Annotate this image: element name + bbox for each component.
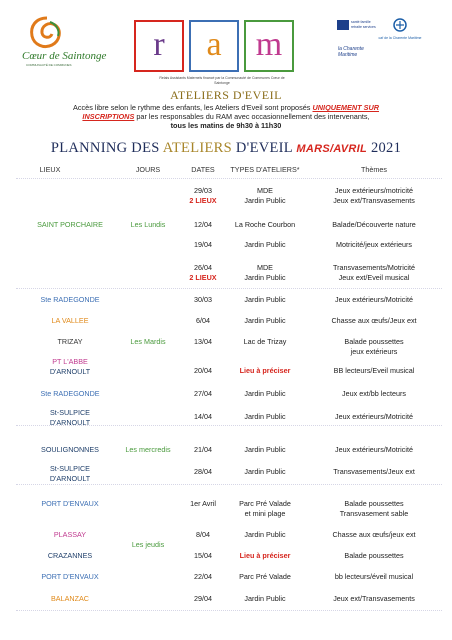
row-separator [16,288,442,289]
row-separator [16,484,442,485]
caf-logo [378,18,422,64]
col-header-lieux: LIEUX [39,165,61,174]
day-lundis: Les Lundis [130,220,166,229]
table-row-place: Ste RADEGONDE [40,295,100,304]
planning-ateliers: ATELIERS [162,140,232,156]
day-mardis: Les Mardis [130,337,166,346]
intro-hours: tous les matins de 9h30 à 11h30 [170,121,282,130]
table-row-type: Jardin Public [244,445,286,454]
table-row-theme: Balade poussettes [344,551,404,560]
logo-left-subtext: COMMUNAUTÉ DE COMMUNES [26,63,72,67]
table-row-place: LA VALLEE [51,316,89,325]
table-row-date: 19/04 [194,240,212,249]
charente-maritime-logo-text: la Charente Maritime [338,46,364,58]
table-row-date: 28/04 [194,467,212,476]
table-row-date: 21/04 [194,445,212,454]
intro-inscriptions: INSCRIPTIONS [82,112,135,121]
ram-caption: Relais Assistants Maternels financé par la Communauté de Communes Cœur de Saintonge [159,76,285,85]
table-row-place: CRAZANNES [47,551,93,560]
table-row-date: 20/04 [194,366,212,375]
intro-line1: Accès libre selon le rythme des enfants, les Ateliers d'Eveil sont proposés [73,103,313,112]
table-row-type: Lieu à préciser [239,366,291,375]
col-header-dates: DATES [191,165,215,174]
table-row-theme: Chasse aux œufs/Jeux ext [331,316,417,325]
swirl-logo-icon [28,16,66,50]
intro-line2: par les responsables du RAM avec occasionnellement des intervenants, [134,112,370,121]
day-jeudis: Les jeudis [131,540,165,549]
col-header-themes: Thèmes [361,165,387,174]
table-row-date: 26/04 2 LIEUX [189,263,217,282]
table-row-type: Parc Pré Valade et mini plage [239,499,291,518]
ram-letter-a: a [189,20,239,72]
caf-logo-text: caf de la Charente Maritime [378,36,422,40]
table-row-place: Ste RADEGONDE [40,389,100,398]
table-row-date: 29/04 [194,594,212,603]
coeur-de-saintonge-logo [22,16,110,68]
table-row-type: Jardin Public [244,530,286,539]
row-separator [16,610,442,611]
table-row-place: PORT D'ENVAUX [41,572,99,581]
msa-logo-text: santé famille retraite services [351,20,376,29]
table-row-theme: Motricité/jeux extérieurs [336,240,412,249]
table-row-theme: BB lecteurs/Eveil musical [333,366,415,375]
table-row-type: Jardin Public [244,467,286,476]
table-row-type: Jardin Public [244,240,286,249]
table-row-type: Jardin Public [244,412,286,421]
table-row-place: St-SULPICE D'ARNOULT [49,464,91,483]
table-row-theme: Jeux extérieurs/Motricité [335,412,413,421]
table-row-theme: Jeux extérieurs/motricité Jeux ext/Transvasements [333,186,415,205]
table-row-place: SAINT PORCHAIRE [37,220,103,229]
table-row-date: 29/03 2 LIEUX [189,186,217,205]
table-row-place: PORT D'ENVAUX [41,499,99,508]
planning-heading [0,140,452,157]
table-row-place: TRIZAY [57,337,83,346]
table-row-theme: Jeux ext/Transvasements [333,594,415,603]
table-row-theme: bb lecteurs/éveil musical [334,572,414,581]
col-header-types: TYPES D'ATELIERS* [230,165,300,174]
table-row-theme: Balade/Découverte nature [332,220,416,229]
table-row-date: 13/04 [194,337,212,346]
table-row-date: 6/04 [196,316,210,325]
table-row-type: MDE Jardin Public [244,186,286,205]
table-row-type: Jardin Public [244,389,286,398]
planning-word: PLANNING DES [50,140,163,156]
table-row-place: St-SULPICE D'ARNOULT [49,408,91,427]
day-mercredis: Les mercredis [125,445,171,454]
ram-letter-m: m [244,20,294,72]
row-separator [16,178,442,179]
col-header-jours: JOURS [135,165,161,174]
table-row-place: PT L'ABBE D'ARNOULT [49,357,91,376]
table-row-theme: Transvasements/Jeux ext [333,467,415,476]
ateliers-title: ATELIERS D'EVEIL [170,88,282,102]
table-row-date: 15/04 [194,551,212,560]
table-row-type: Jardin Public [244,594,286,603]
table-row-theme: Jeux extérieurs/Motricité [335,295,413,304]
table-row-place: BALANZAC [51,594,89,603]
table-row-date: 12/04 [194,220,212,229]
table-row-place: PLASSAY [53,530,87,539]
table-row-theme: Jeux ext/bb lecteurs [342,389,406,398]
table-row-theme: Balade poussettes jeux extérieurs [344,337,404,356]
table-row-date: 1er Avril [190,499,216,508]
table-row-type: Jardin Public [244,316,286,325]
table-row-theme: Jeux extérieurs/Motricité [335,445,413,454]
table-row-type: Lac de Trizay [243,337,287,346]
ram-logo [134,20,292,85]
planning-month: MARS/AVRIL [296,143,368,155]
table-row-date: 14/04 [194,412,212,421]
charente-maritime-logo [336,40,366,70]
caf-emblem-icon [393,18,407,32]
table-row-date: 30/03 [194,295,212,304]
table-row-theme: Chasse aux œufs/jeux ext [332,530,416,539]
logo-left-text: Cœur de Saintonge [22,50,107,62]
table-row-type: Jardin Public [244,295,286,304]
ram-letter-r: r [134,20,184,72]
table-row-type: La Roche Courbon [234,220,296,229]
table-row-theme: Transvasements/Motricité Jeux ext/Eveil musical [332,263,415,282]
table-row-date: 22/04 [194,572,212,581]
intro-text [30,103,422,130]
table-row-type: MDE Jardin Public [244,263,286,282]
table-row-type: Lieu à préciser [239,551,291,560]
table-row-type: Parc Pré Valade [239,572,291,581]
intro-uniquement: UNIQUEMENT SUR [312,103,379,112]
table-row-theme: Balade poussettes Transvasement sable [339,499,409,518]
planning-eveil: D'EVEIL [231,140,293,156]
planning-year: 2021 [367,140,402,156]
table-row-date: 27/04 [194,389,212,398]
table-row-date: 8/04 [196,530,210,539]
msa-block-icon [337,20,349,30]
table-row-place: SOULIGNONNES [41,445,99,454]
